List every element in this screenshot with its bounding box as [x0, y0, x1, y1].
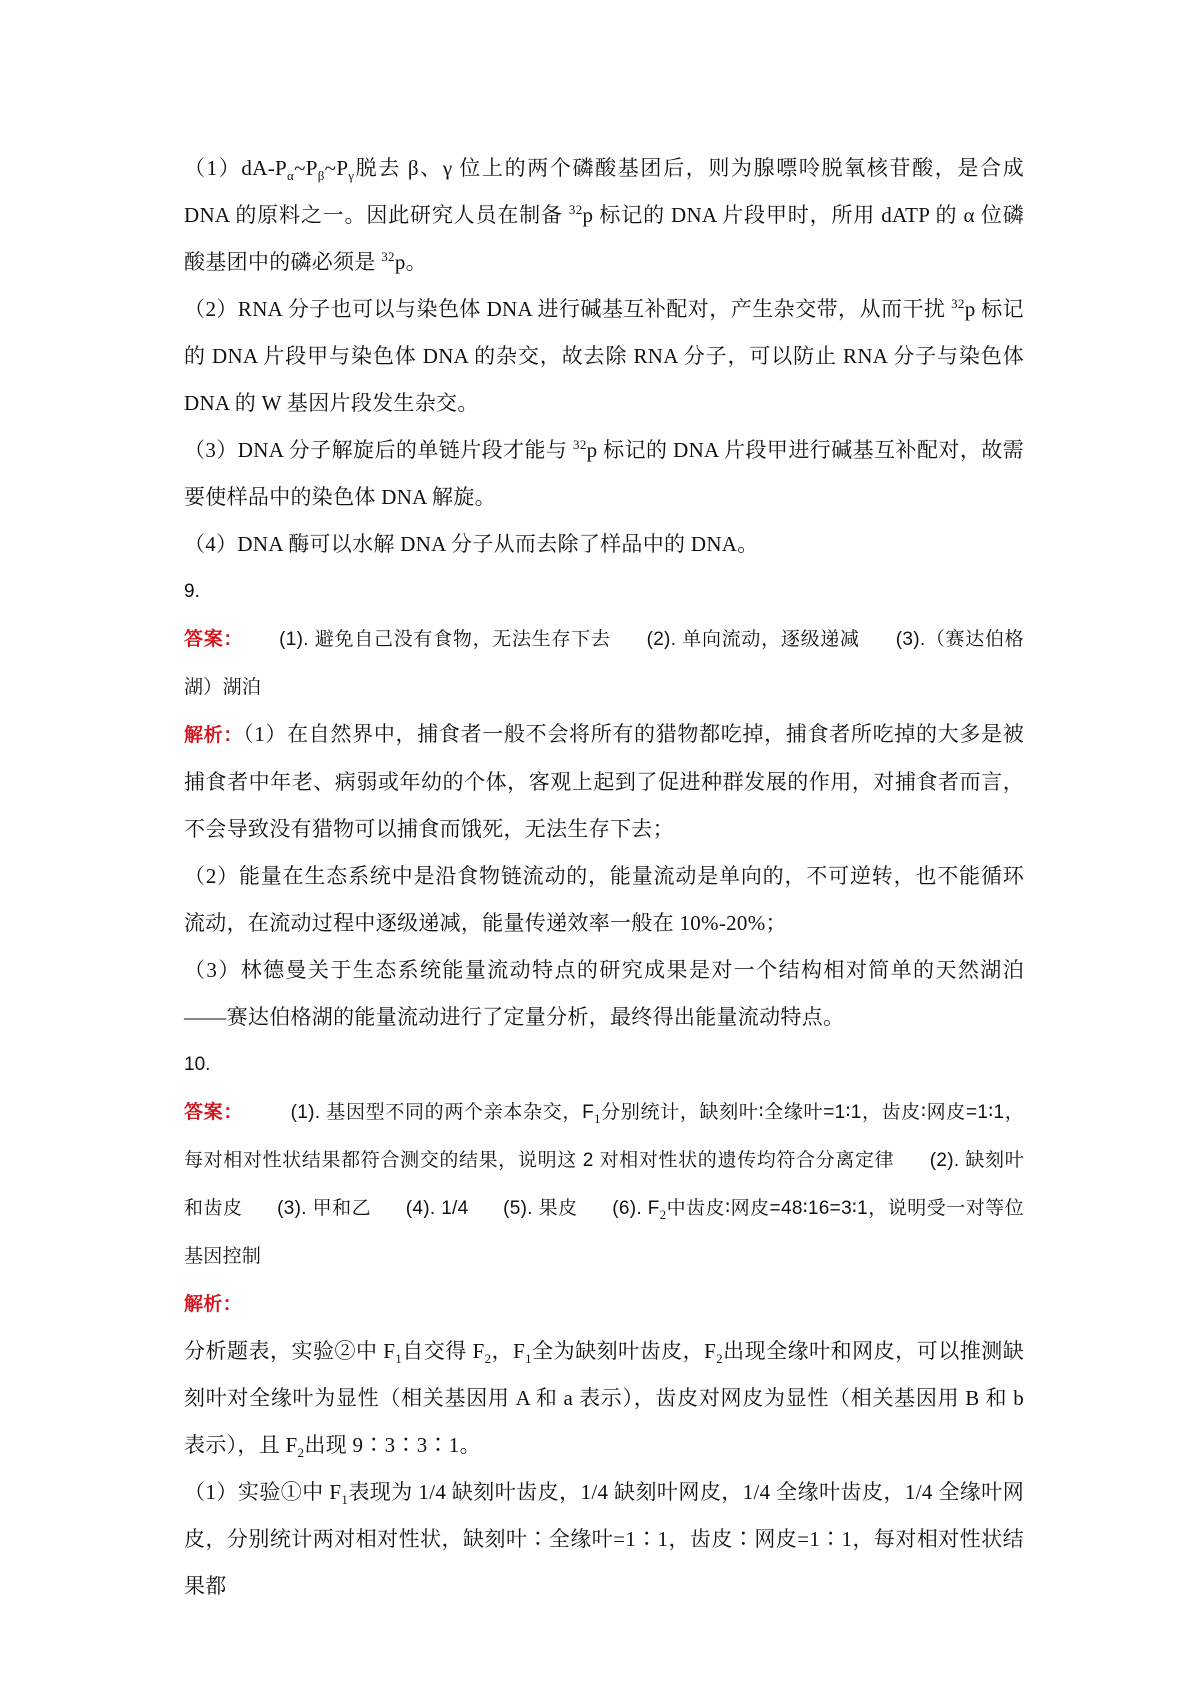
text-run: ~P — [324, 156, 349, 180]
q8-explanation-2 — [184, 286, 1030, 427]
q9-answer — [184, 615, 1024, 711]
subscript: β — [317, 168, 325, 184]
question-number-10: 10. — [184, 1054, 211, 1075]
text-run: 出现 9∶3∶3∶1。 — [304, 1433, 481, 1457]
text-run: 脱去 β、γ 位上的两个磷酸基团后，则为腺嘌呤脱氧核苷酸，是合成 DNA 的原料之一。因此研究人员在制备 — [184, 156, 1030, 227]
text-run: p。 — [394, 250, 427, 274]
analysis-label: 解析： — [184, 1293, 242, 1315]
subscript: 1 — [525, 1351, 532, 1367]
answer-text: (1). 避免自己没有食物，无法生存下去 (2). 单向流动，逐级递减 (3).（赛达伯格湖）湖泊 — [184, 629, 1024, 698]
q9-analysis-1 — [184, 711, 1024, 853]
q9-analysis-3: （3）林德曼关于生态系统能量流动特点的研究成果是对一个结构相对简单的天然湖泊——赛达伯格湖的能量流动进行了定量分析，最终得出能量流动特点。 — [184, 958, 1024, 1029]
text-run: 表现为 1/4 缺刻叶齿皮，1/4 缺刻叶网皮，1/4 全缘叶齿皮，1/4 全缘叶网皮，分别统计两对相对性状，缺刻叶∶全缘叶=1∶1，齿皮∶网皮=1∶1，每对相对性状结果都 — [184, 1480, 1024, 1598]
superscript: 32 — [381, 249, 395, 264]
answer-text: 中齿皮∶网皮=48∶16=3∶1，说明受一对等位基因控制 — [184, 1198, 1024, 1267]
text-run: ，F — [491, 1339, 526, 1363]
subscript: 2 — [716, 1351, 723, 1367]
text-run: p 标记的 DNA 片段甲时，所用 dATP 的 α 位磷酸基团中的磷必须是 — [184, 203, 1024, 274]
subscript: 2 — [297, 1445, 305, 1461]
question-number-9: 9. — [184, 581, 200, 602]
text-run: （3）DNA 分子解旋后的单链片段才能与 — [184, 438, 574, 462]
text-run: ~P — [294, 156, 318, 180]
q8-explanation-3 — [184, 427, 1024, 521]
text-run: p 标记的 DNA 片段甲与染色体 DNA 的杂交，故去除 RNA 分子，可以防止 RNA 分子与染色体 DNA 的 W 基因片段发生杂交。 — [184, 297, 1030, 415]
document-page — [184, 145, 1030, 1610]
text-run: （2）RNA 分子也可以与染色体 DNA 进行碱基互补配对，产生杂交带，从而干扰 — [184, 297, 952, 321]
subscript: 1 — [395, 1351, 403, 1367]
subscript: α — [286, 168, 295, 184]
subscript: 1 — [593, 1111, 601, 1127]
superscript: 32 — [568, 202, 583, 217]
subscript: 2 — [659, 1207, 667, 1223]
analysis-text: （1）在自然界中，捕食者一般不会将所有的猎物都吃掉，捕食者所吃掉的大多是被捕食者中年老、病弱或年幼的个体，客观上起到了促进种群发展的作用，对捕食者而言，不会导致没有猎物可以捕食而饿死，无法生存下去； — [184, 722, 1024, 841]
answer-label: 答案： — [184, 1101, 244, 1123]
subscript: 2 — [484, 1351, 492, 1367]
q10-analysis-intro — [184, 1328, 1030, 1469]
q9-analysis-2: （2）能量在生态系统中是沿食物链流动的，能量流动是单向的，不可逆转，也不能循环流动，在流动过程中逐级递减，能量传递效率一般在 10%-20%； — [184, 864, 1024, 935]
text-run: 出现全缘叶和网皮，可以推测缺刻叶对全缘叶为显性（相关基因用 A 和 a 表示），齿皮对网皮为显性（相关基因用 B 和 b 表示），且 F — [184, 1339, 1030, 1457]
analysis-label: 解析： — [184, 724, 244, 746]
subscript: γ — [348, 168, 355, 184]
q8-explanation-1 — [184, 145, 1030, 286]
superscript: 32 — [573, 437, 587, 452]
answer-text: 分别统计，缺刻叶∶全缘叶=1∶1，齿皮∶网皮=1∶1，每对相对性状结果都符合测交的结果，说明这 2 对相对性状的遗传均符合分离定律 (2). 缺刻叶和齿皮 (3). 甲和乙 (4). 1/4 (5). 果皮 (6). F — [184, 1102, 1024, 1219]
answer-label: 答案： — [184, 628, 244, 650]
text-run: （1）dA-P — [184, 156, 287, 180]
text-run: 分析题表，实验②中 F — [184, 1339, 396, 1363]
answer-text: (1). 基因型不同的两个亲本杂交，F — [243, 1102, 594, 1123]
q10-analysis-1 — [184, 1469, 1024, 1610]
subscript: 1 — [341, 1492, 349, 1508]
text-run: 全为缺刻叶齿皮，F — [531, 1339, 717, 1363]
q8-explanation-4: （4）DNA 酶可以水解 DNA 分子从而去除了样品中的 DNA。 — [184, 532, 759, 556]
superscript: 32 — [951, 296, 965, 311]
text-run: 自交得 F — [402, 1339, 485, 1363]
q10-answer — [184, 1088, 1024, 1280]
q10-analysis-label-line — [184, 1280, 1024, 1328]
text-run: p 标记的 DNA 片段甲进行碱基互补配对，故需要使样品中的染色体 DNA 解旋。 — [184, 438, 1024, 509]
text-run: （1）实验①中 F — [184, 1480, 342, 1504]
